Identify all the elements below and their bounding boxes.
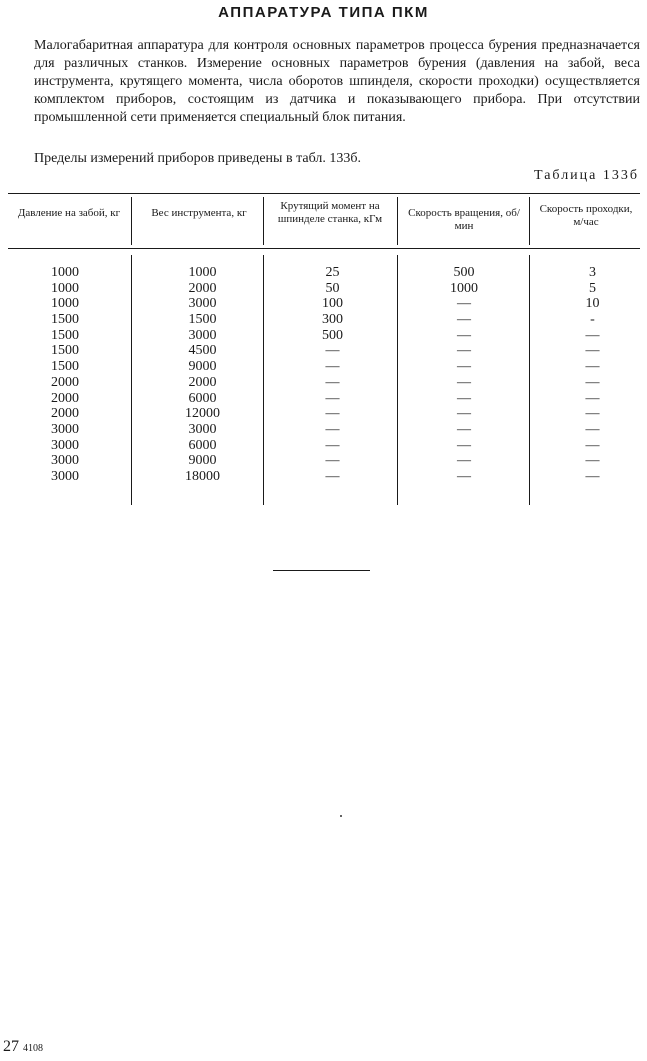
table-cell: 2000 xyxy=(51,374,79,390)
table-cell: — xyxy=(585,406,600,422)
table-cell: — xyxy=(325,421,340,437)
table-cell: 100 xyxy=(322,296,343,312)
table-cell: — xyxy=(457,437,471,453)
table-cell: 3000 xyxy=(188,327,217,343)
table-cell: — xyxy=(585,468,600,484)
column-rotation xyxy=(430,265,498,485)
table-cell: 1500 xyxy=(51,343,79,359)
table-top-rule xyxy=(8,193,640,194)
table-cell: 12000 xyxy=(185,406,220,422)
table-cell: — xyxy=(585,374,600,390)
table-cell: 1000 xyxy=(51,296,79,312)
table-cell: — xyxy=(325,343,340,359)
table-cell: 3000 xyxy=(51,437,79,453)
column-pressure xyxy=(30,265,100,485)
table-cell: 3000 xyxy=(51,468,79,484)
table-cell: 1500 xyxy=(51,327,79,343)
table-cell: 3000 xyxy=(188,296,217,312)
header-rotation: Скорость вращения, об/мин xyxy=(408,207,520,232)
table-cell: — xyxy=(325,437,340,453)
table-cell: 6000 xyxy=(188,390,217,406)
column-penetration xyxy=(565,265,620,485)
body-divider xyxy=(397,255,398,505)
table-cell: — xyxy=(457,453,471,469)
table-cell: 1500 xyxy=(51,359,79,375)
table-cell: — xyxy=(325,468,340,484)
header-divider xyxy=(131,197,132,245)
table-cell: 1000 xyxy=(51,265,79,280)
table-cell: 300 xyxy=(322,312,343,328)
table-cell: — xyxy=(457,468,471,484)
column-weight xyxy=(165,265,240,485)
reference-paragraph: Пределы измерений приборов приведены в табл. 133б. xyxy=(34,151,361,166)
table-cell: — xyxy=(585,453,600,469)
table-cell: — xyxy=(457,327,471,343)
header-divider xyxy=(263,197,264,245)
table-cell: 50 xyxy=(325,280,340,296)
table-cell: — xyxy=(585,327,600,343)
table-cell: 1500 xyxy=(51,312,79,328)
table-cell: 1500 xyxy=(188,312,217,328)
table-cell: 1000 xyxy=(450,280,478,296)
table-cell: — xyxy=(457,421,471,437)
table-cell: 2000 xyxy=(188,374,217,390)
table-cell: - xyxy=(590,312,595,328)
table-cell: — xyxy=(325,453,340,469)
intro-paragraph: Малогабаритная аппаратура для контроля основных параметров процесса бурения предназначается для различных станков. Измерение основных параметров бурения (давления на забой, веса инструмента, крутящего момента, числа оборотов шпинделя, скорости проходки) осуществляется комплектом приборов, состоящим из датчика и показывающего прибора. При отсутствии промышленной сети применяется специальный блок питания. xyxy=(34,38,640,125)
column-torque xyxy=(305,265,360,485)
table-cell: — xyxy=(585,421,600,437)
header-torque: Крутящий момент на шпинделе станка, кГм xyxy=(277,200,383,225)
table-cell: — xyxy=(457,374,471,390)
table-cell: — xyxy=(585,390,600,406)
body-divider xyxy=(529,255,530,505)
header-weight: Вес инструмента, кг xyxy=(151,207,247,219)
print-code: 4108 xyxy=(23,1043,43,1054)
table-cell: 18000 xyxy=(185,468,220,484)
table-cell: 3000 xyxy=(188,421,217,437)
body-divider xyxy=(263,255,264,505)
table-cell: — xyxy=(457,406,471,422)
table-cell: — xyxy=(457,390,471,406)
table-caption: Таблица 133б xyxy=(534,168,639,183)
page-title: АППАРАТУРА ТИПА ПКМ xyxy=(218,4,429,21)
header-penetration: Скорость проходки, м/час xyxy=(539,203,633,228)
table-cell: 9000 xyxy=(188,359,217,375)
table-cell: — xyxy=(457,343,471,359)
table-cell: 3 xyxy=(589,265,596,280)
page-footer xyxy=(3,1038,43,1056)
table-cell: — xyxy=(585,437,600,453)
page-number: 27 xyxy=(3,1038,19,1055)
header-divider xyxy=(529,197,530,245)
table-cell: 2000 xyxy=(188,280,217,296)
table-cell: 5 xyxy=(589,280,596,296)
table-cell: 3000 xyxy=(51,453,79,469)
table-cell: — xyxy=(585,343,600,359)
table-cell: 500 xyxy=(453,265,475,280)
header-pressure: Давление на забой, кг xyxy=(17,207,121,219)
table-cell: 2000 xyxy=(51,390,79,406)
header-divider xyxy=(397,197,398,245)
table-cell: 9000 xyxy=(188,453,217,469)
table-cell: — xyxy=(457,296,471,312)
end-separator-rule xyxy=(273,570,370,571)
table-cell: 1000 xyxy=(188,265,217,280)
table-cell: — xyxy=(325,390,340,406)
table-cell: — xyxy=(325,406,340,422)
table-cell: 25 xyxy=(325,265,340,280)
table-cell: — xyxy=(457,359,471,375)
table-cell: 6000 xyxy=(188,437,217,453)
table-cell: 10 xyxy=(585,296,600,312)
table-cell: 500 xyxy=(322,327,343,343)
table-cell: 3000 xyxy=(51,421,79,437)
stray-dot xyxy=(340,815,342,817)
table-header-rule xyxy=(8,248,640,249)
table-cell: — xyxy=(457,312,471,328)
table-cell: 4500 xyxy=(188,343,217,359)
table-cell: — xyxy=(585,359,600,375)
body-divider xyxy=(131,255,132,505)
table-cell: — xyxy=(325,359,340,375)
table-cell: 1000 xyxy=(51,280,79,296)
table-cell: 2000 xyxy=(51,406,79,422)
table-cell: — xyxy=(325,374,340,390)
